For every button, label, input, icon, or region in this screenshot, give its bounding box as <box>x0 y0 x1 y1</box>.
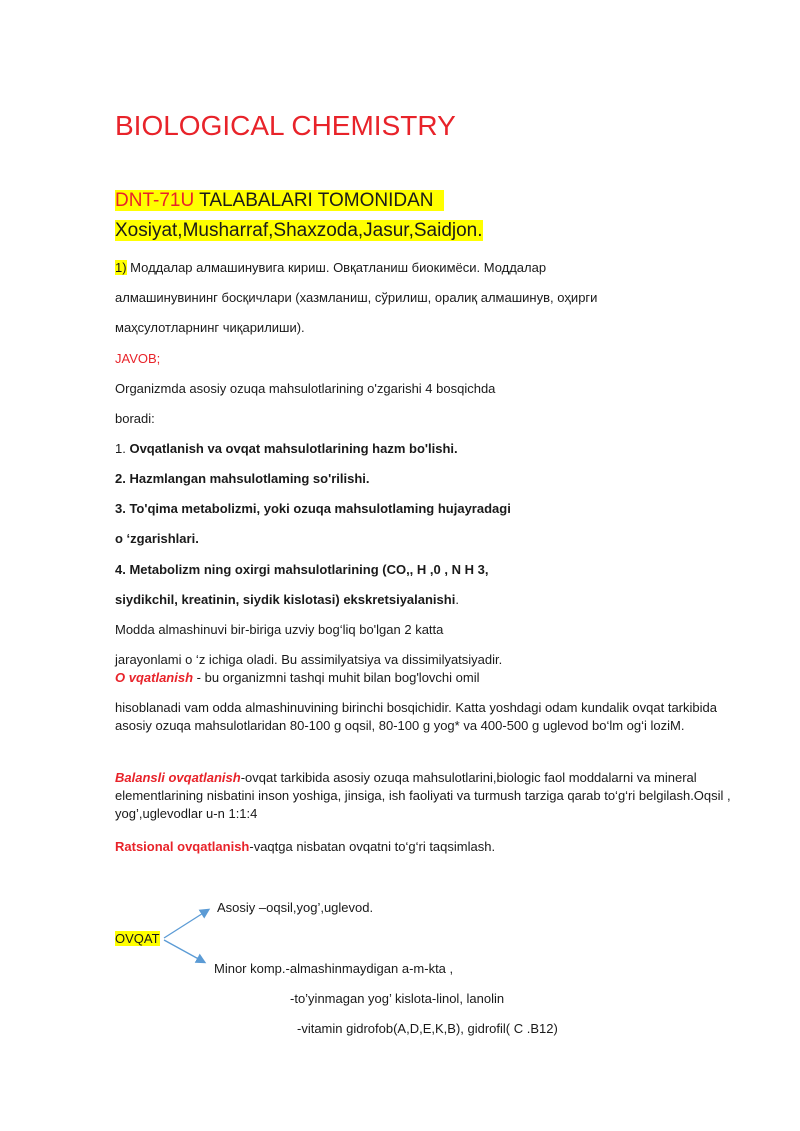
student-names-line <box>115 220 483 242</box>
student-names: Xosiyat,Musharraf,Shaxzoda,Jasur,Saidjon. <box>115 220 483 241</box>
question-number: 1) <box>115 260 127 275</box>
answer-label: JAVOB; <box>115 351 161 366</box>
group-heading-text: TALABALARI TOMONIDAN <box>194 190 434 211</box>
balansli-term: Balansli ovqatlanish <box>115 770 241 785</box>
step-1 <box>115 440 458 458</box>
step-3-line-1: 3. To'qima metabolizmi, yoki ozuqa mahsulotlaming hujayradagi <box>115 501 511 516</box>
diagram-root-label: OVQAT <box>115 931 160 946</box>
step-4-text: siydikchil, kreatinin, siydik kislotasi) ekskretsiyalanishi <box>115 592 456 607</box>
question-line-1 <box>115 259 546 277</box>
diagram-root <box>115 930 160 948</box>
ovqatlanish-definition <box>115 669 480 687</box>
ratsional-paragraph <box>115 838 495 856</box>
step-4-period: . <box>455 592 459 607</box>
step-4-line-1: 4. Metabolizm ning oxirgi mahsulotlarining (CO,, H ,0 , N H 3, <box>115 562 489 577</box>
intro-line-1: Organizmda asosiy ozuqa mahsulotlarining o'zgarishi 4 bosqichda <box>115 381 496 396</box>
diagram-branch-top: Asosiy –oqsil,yog’,uglevod. <box>217 900 374 915</box>
ratsional-text: -vaqtga nisbatan ovqatni to‘g‘ri taqsimlash. <box>249 839 496 854</box>
step-3-line-2: o ‘zgarishlari. <box>115 531 199 546</box>
balansli-paragraph <box>115 769 745 823</box>
diagram-sub-2: -vitamin gidrofob(A,D,E,K,B), gidrofil( C .B12) <box>297 1021 558 1036</box>
step-4-line-2 <box>115 591 459 609</box>
balansli-text: -ovqat tarkibida asosiy ozuqa mahsulotlarini,biologic faol moddalarni va mineral elementlarining nisbatini inson yoshiga, jinsiga, ish faoliyati va turmush tarziga qarab to‘g‘ri belgilash.Oqsil , yog’,uglevodlar u-n 1:1:4 <box>115 770 731 821</box>
document-title: BIOLOGICAL CHEMISTRY <box>115 110 456 141</box>
modda-line-2: jarayonlami o ‘z ichiga oladi. Bu assimilyatsiya va dissimilyatsiyadir. <box>115 652 503 667</box>
step-1-number: 1. <box>115 441 126 456</box>
arrow-up <box>164 910 208 938</box>
group-code: DNT-71U <box>115 190 195 211</box>
group-heading-highlight <box>115 190 444 211</box>
ovqatlanish-text: - bu organizmni tashqi muhit bilan bog'lovchi omil <box>193 670 480 685</box>
question-line-2: алмашинувининг босқичлари (хазмланиш, сўрилиш, оралиқ алмашинув, оҳирги <box>115 290 598 305</box>
diagram-branch-bottom: Minor komp.-almashinmaydigan a-m-kta , <box>214 961 454 976</box>
hisob-paragraph: hisoblanadi vam odda almashinuvining birinchi bosqichidir. Katta yoshdagi odam kundalik ovqat tarkibida asosiy ozuqa mahsulotlaridan 80-100 g oqsil, 80-100 g yog* va 400-500 g uglevod bo‘lm og‘i loziM. <box>115 700 717 733</box>
group-heading <box>115 190 444 212</box>
intro-line-2: boradi: <box>115 411 155 426</box>
question-text-1: Моддалар алмашинувига кириш. Овқатланиш биокимёси. Моддалар <box>126 260 547 275</box>
diagram-arrows <box>150 890 220 970</box>
modda-line-1: Modda almashinuvi bir-biriga uzviy bog‘liq bo'lgan 2 katta <box>115 622 444 637</box>
arrow-down <box>164 940 204 962</box>
question-line-3: маҳсулотларнинг чиқарилиши). <box>115 320 305 335</box>
ratsional-term: Ratsional ovqatlanish <box>115 839 250 854</box>
step-1-text: Ovqatlanish va ovqat mahsulotlarining hazm bo'lishi. <box>125 441 458 456</box>
step-2: 2. Hazmlangan mahsulotlaming so'rilishi. <box>115 471 370 486</box>
ovqatlanish-term: O vqatlanish <box>115 670 194 685</box>
diagram-sub-1: -to’yinmagan yog’ kislota-linol, lanolin <box>290 991 505 1006</box>
